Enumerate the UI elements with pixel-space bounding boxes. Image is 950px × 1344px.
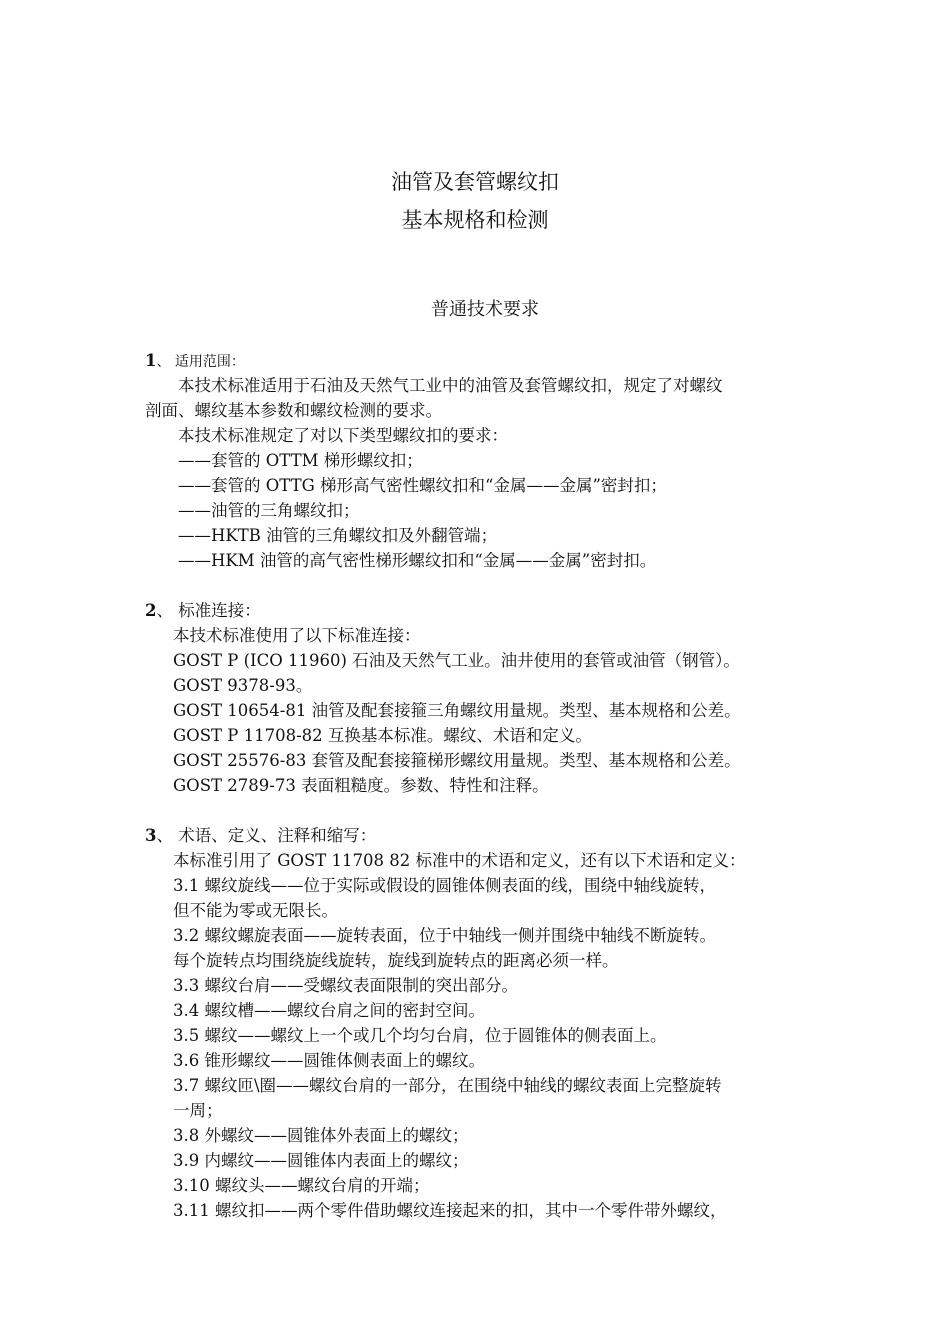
section-3-line: 本标准引用了 GOST 11708 82 标准中的术语和定义，还有以下术语和定义： — [173, 851, 746, 870]
section-3-line: 3.7 螺纹匝\圈——螺纹台肩的一部分，在围绕中轴线的螺纹表面上完整旋转 — [173, 1076, 722, 1095]
section-3-line: 但不能为零或无限长。 — [173, 901, 338, 920]
section-3-line: 3.1 螺纹旋线——位于实际或假设的圆锥体侧表面的线，围绕中轴线旋转， — [173, 876, 716, 895]
section-3-line: 3.9 内螺纹——圆锥体内表面上的螺纹； — [173, 1151, 469, 1170]
section-3-line: 3.8 外螺纹——圆锥体外表面上的螺纹； — [173, 1126, 469, 1145]
list-item: GOST 10654-81 油管及配套接箍三角螺纹用量规。类型、基本规格和公差。 — [173, 701, 741, 720]
section-3-line: 3.10 螺纹头——螺纹台肩的开端； — [173, 1176, 430, 1195]
section-3-line: 3.6 锥形螺纹——圆锥体侧表面上的螺纹。 — [173, 1051, 485, 1070]
section-3-line: 3.5 螺纹——螺纹上一个或几个均匀台肩，位于圆锥体的侧表面上。 — [173, 1026, 667, 1045]
section-3-heading-text: 、 术语、定义、注释和缩写： — [156, 826, 377, 845]
section-3-line: 3.4 螺纹槽——螺纹台肩之间的密封空间。 — [173, 1001, 485, 1020]
section-3-line: 每个旋转点均围绕旋线旋转，旋线到旋转点的距离必须一样。 — [173, 951, 619, 970]
document-title-line-1: 油管及套管螺纹扣 — [391, 170, 559, 194]
list-item: ——套管的 OTTG 梯形高气密性螺纹扣和“金属——金属”密封扣； — [178, 476, 667, 495]
section-1-number: 1 — [145, 351, 157, 370]
section-2-intro: 本技术标准使用了以下标准连接： — [173, 626, 421, 645]
document-subtitle: 普通技术要求 — [431, 299, 539, 320]
document-title-line-2: 基本规格和检测 — [401, 208, 549, 232]
list-item: GOST 2789-73 表面粗糙度。参数、特性和注释。 — [173, 776, 549, 795]
list-item: GOST P 11708-82 互换基本标准。螺纹、术语和定义。 — [173, 726, 592, 745]
section-3-line: 3.2 螺纹螺旋表面——旋转表面，位于中轴线一侧并围绕中轴线不断旋转。 — [173, 926, 716, 945]
section-3-line: 一周； — [173, 1101, 223, 1120]
list-item: ——HKTB 油管的三角螺纹扣及外翻管端； — [178, 526, 498, 545]
section-3-line: 3.11 螺纹扣——两个零件借助螺纹连接起来的扣，其中一个零件带外螺纹， — [173, 1201, 727, 1220]
section-2-number: 2 — [145, 601, 157, 620]
section-1-heading-text: 、 适用范围： — [156, 354, 245, 370]
section-1-paragraph-1-line-2: 剖面、螺纹基本参数和螺纹检测的要求。 — [145, 401, 442, 420]
section-1-heading — [145, 349, 245, 374]
section-1-paragraph-2: 本技术标准规定了对以下类型螺纹扣的要求： — [178, 426, 508, 445]
list-item: ——油管的三角螺纹扣； — [178, 501, 360, 520]
section-2-heading — [145, 599, 261, 623]
list-item: GOST P (ICO 11960) 石油及天然气工业。油井使用的套管或油管（钢管）。 — [173, 651, 740, 670]
list-item: ——套管的 OTTM 梯形螺纹扣； — [178, 451, 423, 470]
section-2-heading-text: 、 标准连接： — [156, 601, 261, 620]
section-3-heading — [145, 824, 376, 848]
section-3-number: 3 — [145, 826, 157, 845]
list-item: GOST 25576-83 套管及配套接箍梯形螺纹用量规。类型、基本规格和公差。 — [173, 751, 741, 770]
section-3-line: 3.3 螺纹台肩——受螺纹表面限制的突出部分。 — [173, 976, 518, 995]
list-item: GOST 9378-93。 — [173, 676, 313, 695]
list-item: ——HKM 油管的高气密性梯形螺纹扣和“金属——金属”密封扣。 — [178, 551, 657, 570]
section-1-paragraph-1-line-1: 本技术标准适用于石油及天然气工业中的油管及套管螺纹扣，规定了对螺纹 — [178, 376, 723, 395]
